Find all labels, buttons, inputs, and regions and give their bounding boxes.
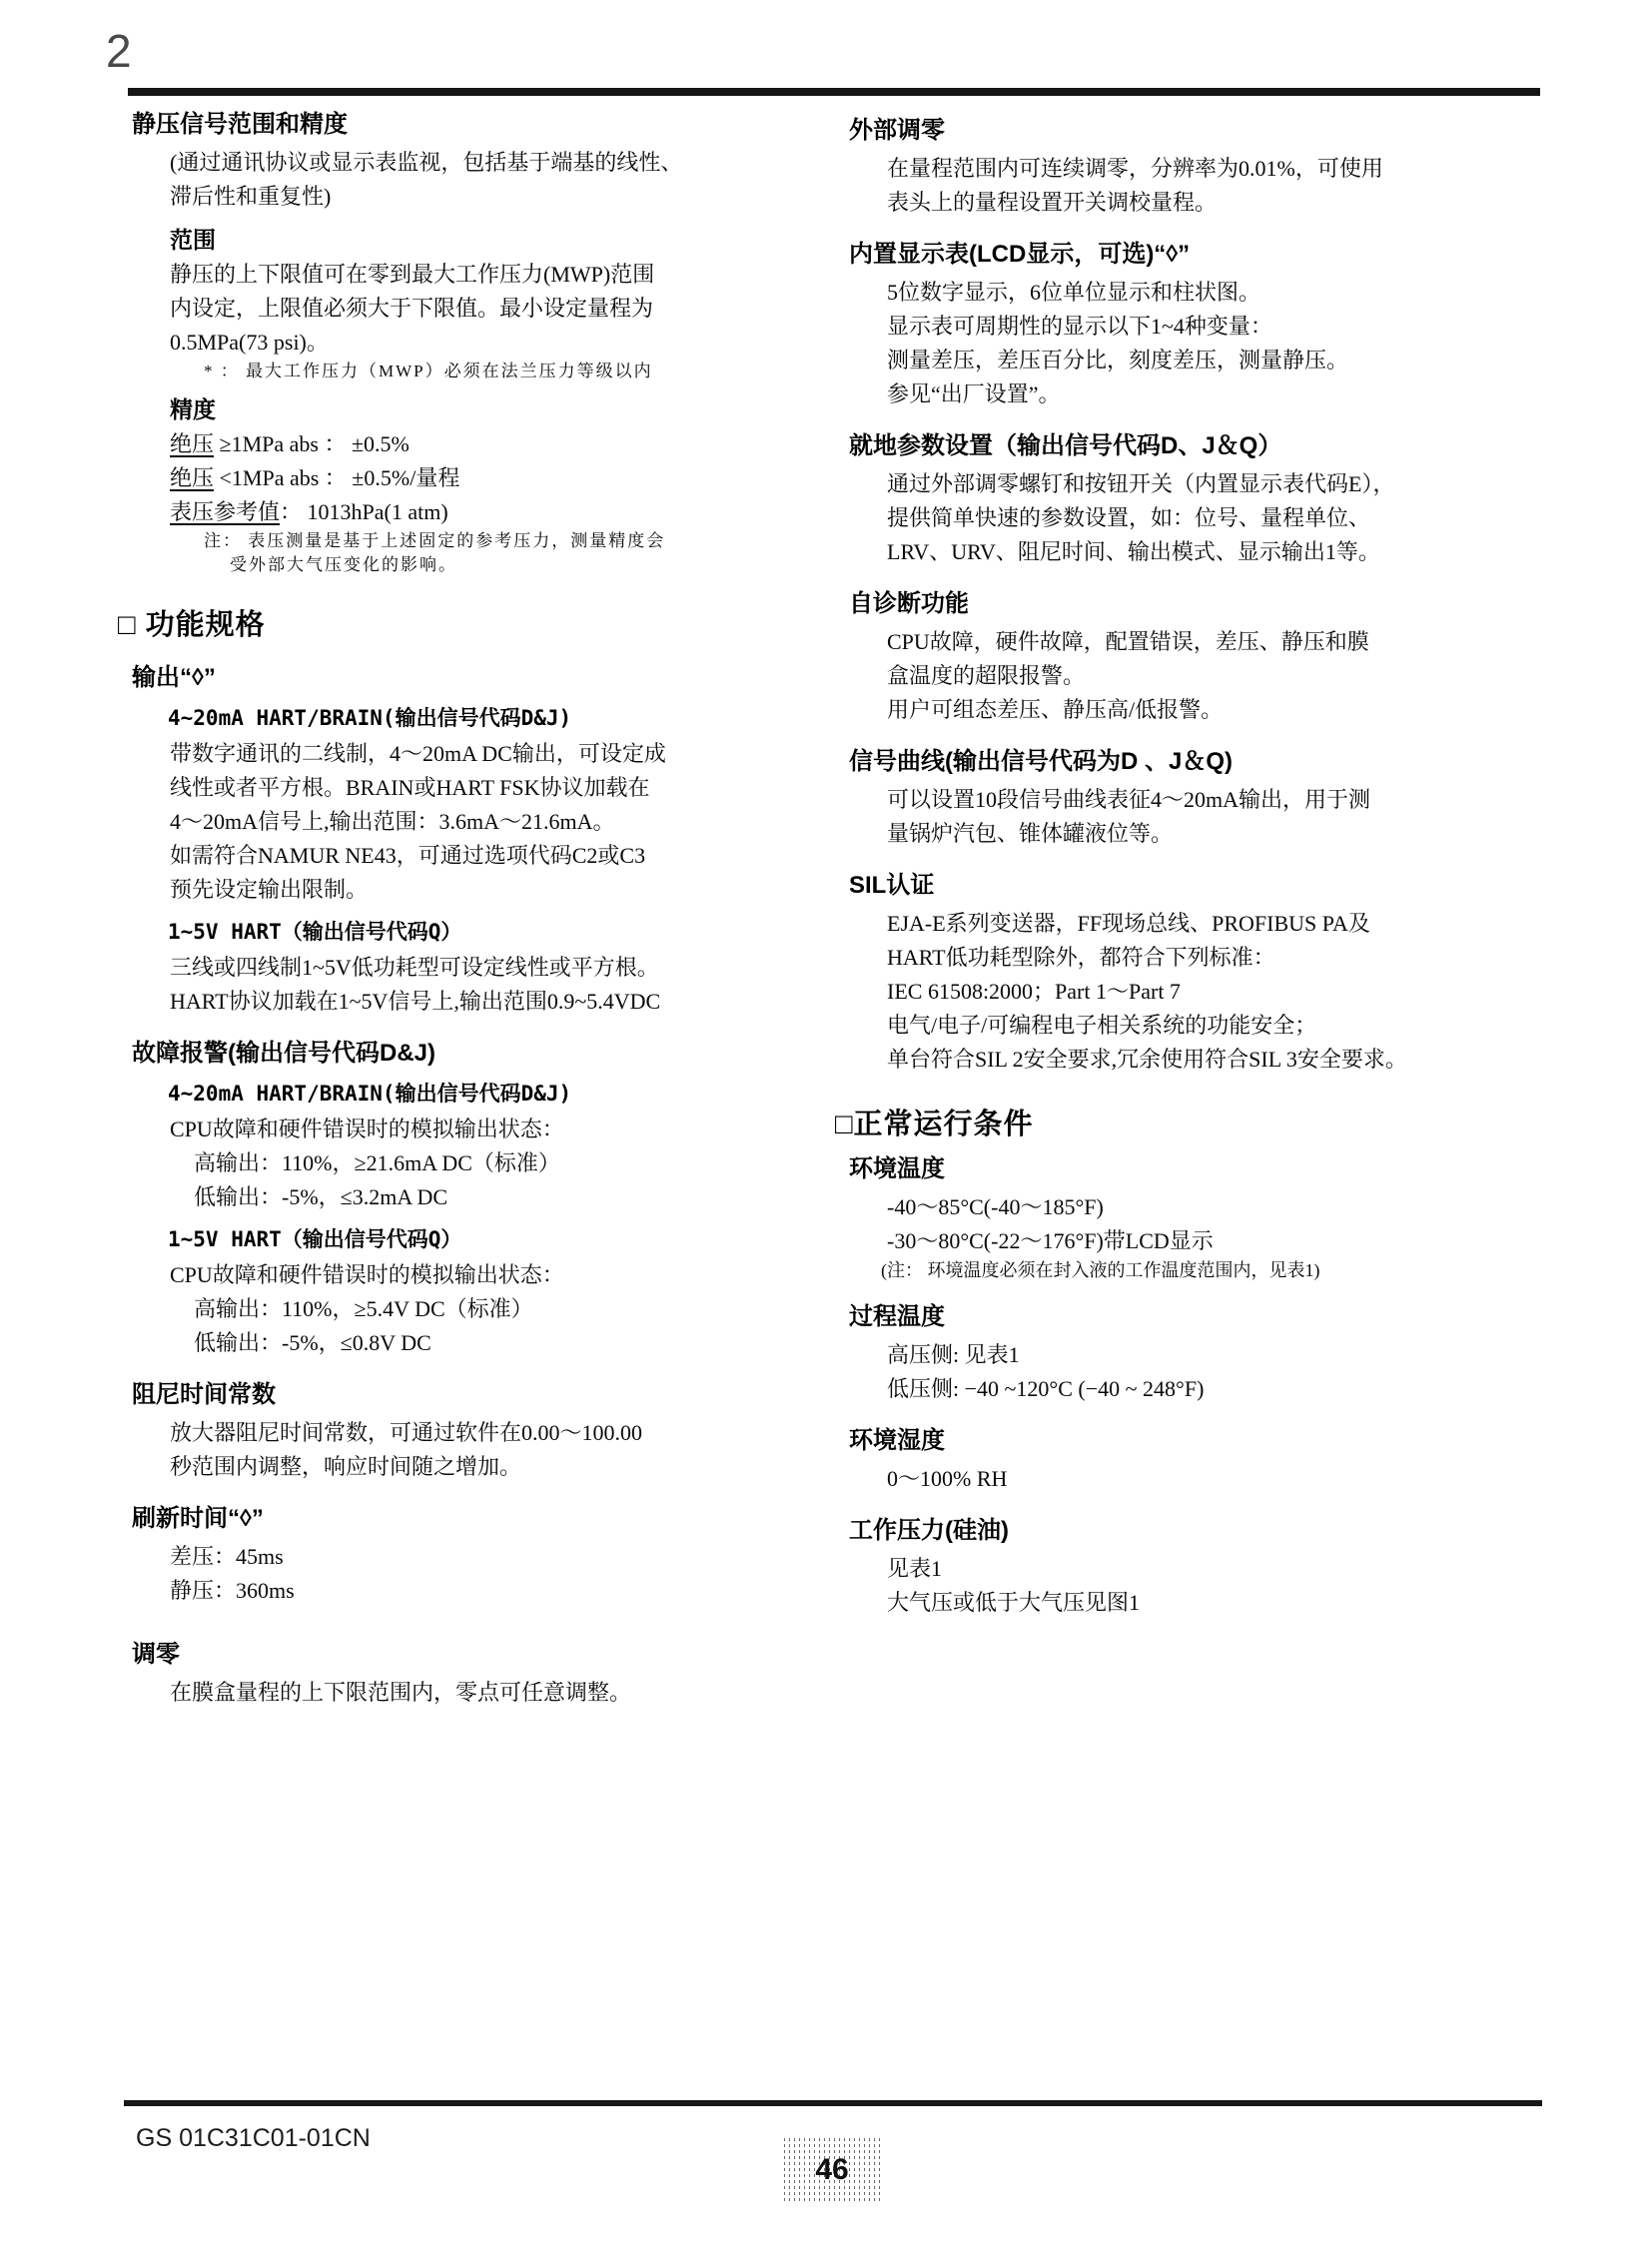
body-line: 放大器阻尼时间常数，可通过软件在0.00～100.00 bbox=[170, 1420, 643, 1445]
note-line: 受外部大气压变化的影响。 bbox=[230, 555, 457, 574]
body-line: 表头上的量程设置开关调校量程。 bbox=[887, 190, 1218, 215]
body-line: 秒范围内调整，响应时间随之增加。 bbox=[170, 1454, 522, 1479]
body-line: 低输出：-5%，≤3.2mA DC bbox=[194, 1184, 448, 1209]
body-line: 内设定，上限值必须大于下限值。最小设定量程为 bbox=[170, 296, 654, 321]
accuracy-term: 表压参考值 bbox=[170, 499, 281, 524]
header-rule bbox=[128, 88, 1540, 96]
body-line: HART低功耗型除外，都符合下列标准： bbox=[887, 945, 1275, 970]
body-line: 在膜盒量程的上下限范围内，零点可任意调整。 bbox=[170, 1680, 632, 1705]
body-line: 高输出：110%，≥21.6mA DC（标准） bbox=[194, 1150, 560, 1175]
body-line: 通过外部调零螺钉和按钮开关（内置显示表代码E）， bbox=[887, 471, 1395, 496]
body-line: (通过通讯协议或显示表监视，包括基于端基的线性、 bbox=[170, 150, 683, 175]
page-number-box bbox=[784, 2138, 880, 2201]
page-top-number: 2 bbox=[106, 25, 132, 77]
body-line: EJA-E系列变送器，FF现场总线、PROFIBUS PA及 bbox=[887, 911, 1370, 936]
subheading-alarm-code-dj: 4~20mA HART/BRAIN(输出信号代码D&J) bbox=[168, 1082, 572, 1106]
body-line: 0～100% RH bbox=[887, 1466, 1008, 1491]
subheading-output-code-q: 1~5V HART（输出信号代码Q） bbox=[168, 920, 462, 944]
body-line: 见表1 bbox=[887, 1556, 943, 1581]
heading-ambient-humidity: 环境湿度 bbox=[849, 1427, 945, 1454]
body-line: 静压的上下限值可在零到最大工作压力(MWP)范围 bbox=[170, 262, 655, 287]
accuracy-row bbox=[170, 495, 827, 529]
heading-external-zero: 外部调零 bbox=[849, 117, 945, 144]
heading-integral-indicator: 内置显示表(LCD显示，可选)“◊” bbox=[849, 241, 1191, 268]
heading-range: 范围 bbox=[170, 227, 216, 253]
body-line: -40～85°C(-40～185°F) bbox=[887, 1194, 1104, 1219]
body-line: 线性或者平方根。BRAIN或HART FSK协议加载在 bbox=[170, 775, 650, 800]
right-column bbox=[835, 116, 1564, 1620]
body-line: 滞后性和重复性) bbox=[170, 184, 332, 209]
heading-sil: SIL认证 bbox=[849, 872, 935, 899]
section-heading-functional-spec: □ 功能规格 bbox=[118, 609, 266, 641]
document-code: GS 01C31C01-01CN bbox=[136, 2124, 371, 2152]
body-line: 带数字通讯的二线制，4～20mA DC输出，可设定成 bbox=[170, 741, 666, 766]
body-line: 用户可组态差压、静压高/低报警。 bbox=[887, 697, 1224, 722]
subheading-output-code-dj: 4~20mA HART/BRAIN(输出信号代码D&J) bbox=[168, 706, 572, 730]
body-line: -30～80°C(-22～176°F)带LCD显示 bbox=[887, 1228, 1214, 1253]
body-line: 0.5MPa(73 psi)。 bbox=[170, 330, 329, 355]
body-line: 静压：360ms bbox=[170, 1578, 295, 1603]
body-line: 提供简单快速的参数设置，如：位号、量程单位、 bbox=[887, 505, 1371, 530]
accuracy-term: 绝压 bbox=[170, 465, 215, 490]
accuracy-term: 绝压 bbox=[170, 431, 215, 456]
body-line: 参见“出厂设置”。 bbox=[887, 381, 1061, 406]
heading-process-temp: 过程温度 bbox=[849, 1303, 945, 1330]
section-heading-normal-operating: □正常运行条件 bbox=[835, 1109, 1034, 1140]
footer-rule bbox=[124, 2100, 1542, 2106]
body-line: 差压：45ms bbox=[170, 1544, 284, 1569]
heading-damping: 阻尼时间常数 bbox=[132, 1381, 276, 1408]
note-line: 注： 表压测量是基于上述固定的参考压力，测量精度会 bbox=[204, 531, 666, 550]
heading-signal-curve: 信号曲线(输出信号代码为D 、J＆Q) bbox=[849, 748, 1233, 775]
accuracy-value: ≥1MPa abs ： ±0.5% bbox=[214, 431, 410, 456]
body-line: 低压侧: −40 ~120°C (−40 ~ 248°F) bbox=[887, 1376, 1205, 1401]
body-line: 量锅炉汽包、锥体罐液位等。 bbox=[887, 821, 1174, 846]
body-line: 5位数字显示，6位单位显示和柱状图。 bbox=[887, 280, 1261, 305]
body-line: 低输出：-5%，≤0.8V DC bbox=[194, 1330, 431, 1355]
heading-failure-alarm: 故障报警(输出信号代码D&J) bbox=[132, 1040, 435, 1067]
body-line: HART协议加载在1~5V信号上,输出范围0.9~5.4VDC bbox=[170, 989, 661, 1014]
body-line: 盒温度的超限报警。 bbox=[887, 663, 1086, 688]
left-column bbox=[118, 110, 827, 1710]
body-line: 可以设置10段信号曲线表征4～20mA输出，用于测 bbox=[887, 787, 1371, 812]
heading-working-pressure: 工作压力(硅油) bbox=[849, 1517, 1009, 1544]
body-line: CPU故障和硬件错误时的模拟输出状态： bbox=[170, 1117, 564, 1141]
heading-static-pressure-signal: 静压信号范围和精度 bbox=[132, 111, 348, 138]
body-line: 如需符合NAMUR NE43，可通过选项代码C2或C3 bbox=[170, 843, 646, 868]
accuracy-value: ： 1013hPa(1 atm) bbox=[280, 499, 448, 524]
body-line: 在量程范围内可连续调零，分辨率为0.01%，可使用 bbox=[887, 156, 1383, 181]
body-line: 高压侧: 见表1 bbox=[887, 1342, 1020, 1367]
body-line: LRV、URV、阻尼时间、输出模式、显示输出1等。 bbox=[887, 539, 1380, 564]
heading-local-parameter: 就地参数设置（输出信号代码D、J＆Q） bbox=[849, 432, 1282, 459]
body-line: 高输出：110%，≥5.4V DC（标准） bbox=[194, 1296, 533, 1321]
body-line: IEC 61508:2000；Part 1～Part 7 bbox=[887, 979, 1181, 1004]
heading-output: 输出“◊” bbox=[132, 664, 216, 691]
page-number: 46 bbox=[815, 2152, 849, 2186]
body-line: 4～20mA信号上,输出范围：3.6mA～21.6mA。 bbox=[170, 809, 615, 834]
subheading-alarm-code-q: 1~5V HART（输出信号代码Q） bbox=[168, 1227, 462, 1251]
body-line: 预先设定输出限制。 bbox=[170, 877, 369, 902]
note-line: * ： 最大工作压力（MWP）必须在法兰压力等级以内 bbox=[204, 362, 653, 380]
body-line: 大气压或低于大气压见图1 bbox=[887, 1590, 1141, 1615]
heading-accuracy: 精度 bbox=[170, 396, 216, 422]
heading-update-time: 刷新时间“◊” bbox=[132, 1505, 264, 1532]
body-line: 电气/电子/可编程电子相关系统的功能安全； bbox=[887, 1013, 1317, 1038]
heading-zero-adjust: 调零 bbox=[132, 1641, 180, 1668]
body-line: 测量差压，差压百分比，刻度差压，测量静压。 bbox=[887, 348, 1349, 373]
accuracy-row bbox=[170, 427, 827, 461]
body-line: 显示表可周期性的显示以下1~4种变量： bbox=[887, 314, 1272, 339]
accuracy-value: <1MPa abs ： ±0.5%/量程 bbox=[214, 465, 460, 490]
body-line: 三线或四线制1~5V低功耗型可设定线性或平方根。 bbox=[170, 955, 659, 980]
heading-ambient-temp: 环境温度 bbox=[849, 1155, 945, 1182]
body-line: CPU故障，硬件故障，配置错误，差压、静压和膜 bbox=[887, 629, 1369, 654]
accuracy-row bbox=[170, 461, 827, 495]
heading-self-diagnostics: 自诊断功能 bbox=[849, 590, 969, 617]
note-line: (注： 环境温度必须在封入液的工作温度范围内，见表1) bbox=[881, 1260, 1320, 1280]
body-line: CPU故障和硬件错误时的模拟输出状态： bbox=[170, 1262, 564, 1287]
body-line: 单台符合SIL 2安全要求,冗余使用符合SIL 3安全要求。 bbox=[887, 1047, 1407, 1072]
